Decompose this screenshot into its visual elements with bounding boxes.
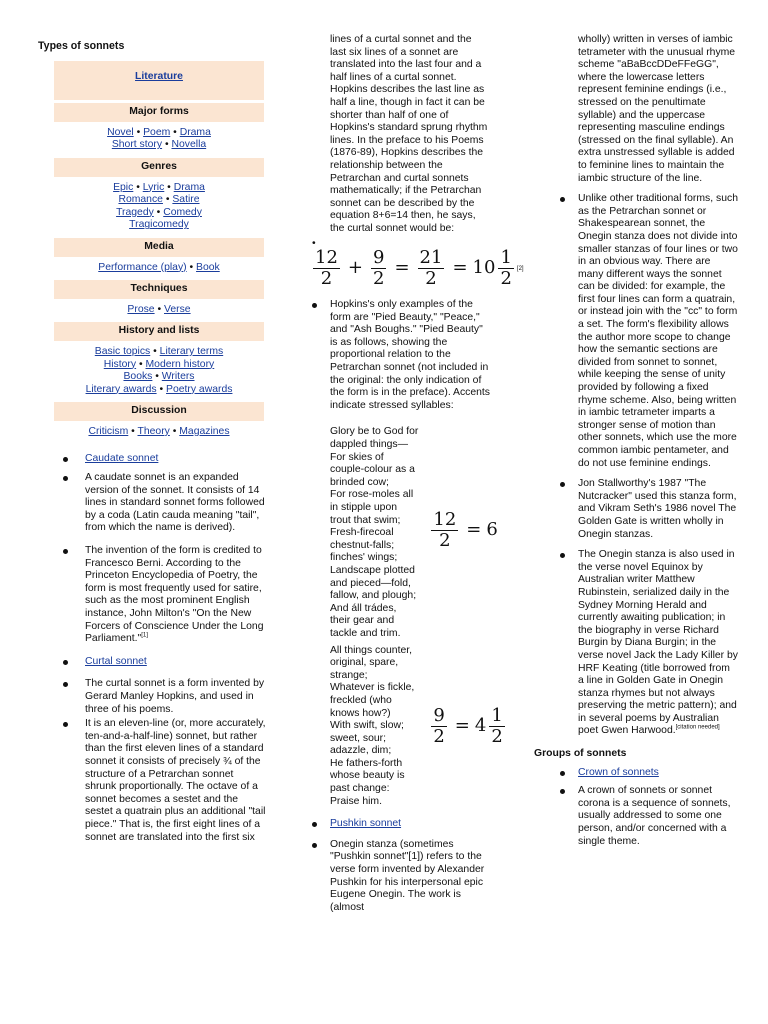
navbox-section-links: Basic topics • Literary terms History • Modern history Books • Writers Literary awards • Poetry awards xyxy=(85,345,233,395)
navbox-link[interactable]: Poem xyxy=(143,126,171,138)
column-left xyxy=(38,0,266,844)
navbox-link[interactable]: Tragicomedy xyxy=(129,219,189,231)
onegin-paragraph: Onegin stanza (sometimes "Pushkin sonnet"[1]) refers to the verse form invented by Alexander Pushkin for his interpersonal epic Eugene Onegin. The work is (almost xyxy=(330,838,485,913)
navbox-section-heading: Major forms xyxy=(54,103,264,122)
navbox-section-links: Novel • Poem • Drama Short story • Novella xyxy=(107,126,211,151)
navbox-link[interactable]: Satire xyxy=(172,194,200,206)
poem-block-1 xyxy=(310,420,498,640)
navbox-link[interactable]: Drama xyxy=(173,181,205,193)
navbox-link[interactable]: Literary terms xyxy=(159,345,224,357)
navbox-header xyxy=(54,61,264,101)
poem-line: in stipple upon xyxy=(330,502,398,513)
poem-line: All things counter, xyxy=(330,644,413,656)
navbox-link[interactable]: Lyric xyxy=(142,181,165,193)
poem-line: Whatever is fickle, xyxy=(330,682,415,694)
navbox-link[interactable]: Novel xyxy=(107,126,134,138)
column-right xyxy=(534,0,738,848)
whole-number: 10 xyxy=(472,257,496,279)
navbox-section-heading: Genres xyxy=(54,158,264,177)
poem-line: He fathers-forth xyxy=(330,757,403,769)
poem-line: brinded cow; xyxy=(330,476,389,488)
poem-line: For skies of xyxy=(330,451,384,463)
crown-paragraph: A crown of sonnets or sonnet corona is a sequence of sonnets, usually addressed to some one person, and/or concerned with a single theme. xyxy=(578,785,731,847)
navbox-link[interactable]: Criticism xyxy=(88,425,129,437)
navbox-link[interactable]: Basic topics xyxy=(94,345,151,357)
navbox-literature-link[interactable]: Literature xyxy=(135,70,183,82)
list-item xyxy=(310,839,490,915)
navbox-link[interactable]: Short story xyxy=(111,139,163,151)
navbox-section-links: Criticism • Theory • Magazines xyxy=(88,425,230,437)
navbox-link[interactable]: Tragedy xyxy=(116,206,154,218)
caudate-paragraph-1: A caudate sonnet is an expanded version of the sonnet. It consists of 14 lines in standard sonnet forms followed by a coda (Latin cauda meaning "tail", from which the name is derived). xyxy=(85,472,265,534)
list-item xyxy=(38,545,266,646)
navbox-section-heading: Techniques xyxy=(54,280,264,299)
navbox-link[interactable]: Novella xyxy=(171,139,207,151)
navbox-link[interactable]: Prose xyxy=(127,303,155,315)
poem-line: Glory be to God for xyxy=(330,426,419,438)
navbox-link[interactable]: Verse xyxy=(164,303,191,315)
poem-sestet xyxy=(330,645,414,809)
poem-line: freckled (who xyxy=(330,694,392,706)
poem-line: fallow, and plough; xyxy=(330,590,417,602)
poem-line: adazzle, dim; xyxy=(330,745,392,757)
navbox-link[interactable]: Modern history xyxy=(145,358,215,370)
poem-line: finches' wings; xyxy=(330,552,398,564)
poem-line: chestnut-falls; xyxy=(330,539,395,551)
navbox-section-heading: Discussion xyxy=(54,402,264,421)
fraction: $\frac{12}{2}$ xyxy=(315,247,338,290)
list-item xyxy=(310,818,490,831)
navbox-link[interactable]: Writers xyxy=(161,371,195,383)
poem-line: dappled things— xyxy=(330,439,408,451)
bullet-marker: • xyxy=(312,237,316,249)
poem-line: tackle and trim. xyxy=(330,627,401,639)
poem-line: couple-colour as a xyxy=(330,464,415,476)
caudate-paragraph-2: The invention of the form is credited to Francesco Berni. According to the Princeton Encyclopedia of Poetry, the form is most frequently used for satire, such as the most prominent English instance, John Milton's "On the New Forcers of Conscience Under the Long Parliament." xyxy=(85,545,264,645)
fraction: $\frac{9}{2}$ xyxy=(373,247,385,290)
groups-heading: Groups of sonnets xyxy=(534,748,627,760)
navbox-link[interactable]: Romance xyxy=(118,194,163,206)
citation-ref[interactable]: [1] xyxy=(141,632,148,639)
navbox-section-links: Prose • Verse xyxy=(127,303,191,315)
navbox-link[interactable]: Poetry awards xyxy=(166,383,233,395)
curtal-sonnet-link[interactable]: Curtal sonnet xyxy=(85,655,147,667)
list-item xyxy=(38,472,266,535)
citation-needed[interactable]: [citation needed] xyxy=(675,725,720,731)
navbox-section-heading: History and lists xyxy=(54,322,264,341)
navbox-link[interactable]: Books xyxy=(123,371,153,383)
pied-beauty-paragraph: Hopkins's only examples of the form are "Pied Beauty," "Peace," and "Ash Boughs." "Pied Beauty" is as follows, showing the proportional relation to the Petrarchan sonnet (not included in the original: the only indication of the form is in the preface). Accents indicate stressed syllables: xyxy=(330,299,490,411)
fraction: $\frac{21}{2}$ xyxy=(419,247,443,290)
caudate-sonnet-link[interactable]: Caudate sonnet xyxy=(85,453,159,465)
poem-line: With swift, slow; xyxy=(330,720,404,732)
pushkin-sonnet-link[interactable]: Pushkin sonnet xyxy=(330,818,402,830)
equation-octave: $\frac{12}{2}$ = 6 xyxy=(433,508,498,551)
navbox-section-links: Performance (play) • Book xyxy=(98,261,220,273)
literature-navbox xyxy=(54,61,264,442)
poem-line: Fresh-firecoal xyxy=(330,527,394,539)
poem-line: For rose-moles all xyxy=(330,489,414,501)
list-item xyxy=(558,193,738,470)
poem-line: knows how?) xyxy=(330,707,391,719)
poem-line: trout that swim; xyxy=(330,514,401,526)
poem-line: Praise him. xyxy=(330,795,382,807)
poem-line: strange; xyxy=(330,669,368,681)
poem-block-2 xyxy=(310,644,503,809)
list-item xyxy=(558,785,738,848)
onegin-flexibility-paragraph: Unlike other traditional forms, such as the Petrarchan sonnet or Shakespearean sonnet, the Onegin stanza does not divide into smaller stanzas of four lines or two in an obvious way. There are many different ways the sonnet can be divided: for example, the first four lines can form a quatrain, or instead join with the "cc" to form a set. The form's flexibility allows the author more scope to change how the semantic sections are divided from sonnet to sonnet, while keeping the sense of unity provided by following a fixed rhyme scheme. Also, being written in iambic tetrameter imparts a stronger sense of motion than other sonnets, which use the more common iambic pentameter, and do not use feminine endings. xyxy=(578,193,738,469)
poem-octave xyxy=(330,426,418,640)
poem-line: and pieced—fold, xyxy=(330,577,411,589)
curtal-paragraph-1: The curtal sonnet is a form invented by Gerard Manley Hopkins, and used in three of his poems. xyxy=(85,678,265,715)
navbox-link[interactable]: Theory xyxy=(137,425,170,437)
list-item xyxy=(310,299,490,412)
poem-line: And áll trádes, xyxy=(330,602,397,614)
list-item xyxy=(38,718,266,844)
navbox-link[interactable]: Drama xyxy=(179,126,211,138)
navbox-link[interactable]: Magazines xyxy=(179,425,230,437)
poem-line: past change: xyxy=(330,783,390,795)
onegin-novels-paragraph: The Onegin stanza is also used in the verse novel Equinox by Australian writer Matthew Rubinstein, serialized daily in the Sydney Morning Herald and currently awaiting publication; in the biography in verse Richard Burgin by Diana Burgin; in the verse novel Jack the Lady Killer by HRF Keating (title borrowed from a line in Golden Gate in Onegin stanza rhymes but not always preserving the metric pattern); and in several poems by Australian poet Gwen Harwood. xyxy=(578,549,738,737)
fraction: $\frac{1}{2}$ xyxy=(500,247,512,290)
list-item xyxy=(558,478,738,541)
curtal-continuation: lines of a curtal sonnet and the last six lines of a sonnet are translated into the last four and a half lines of a curtal sonnet. Hopkins describes the last line as half a line, though in fact it can be shorter than half of one of Hopkins's standard sprung rhythm lines. In the preface to his Poems (1876-89), Hopkins describes the relationship between the Petrarchan and curtal sonnets mathematically; if the Petrarchan sonnet can be described by the equation 8+6=14 then, he says, the curtal sonnet would be: xyxy=(330,34,488,234)
poem-line: whose beauty is xyxy=(330,770,405,782)
list-item xyxy=(558,549,738,738)
poem-line: sweet, sour; xyxy=(330,732,387,744)
section-title: Types of sonnets xyxy=(38,40,125,52)
onegin-continuation: wholly) written in verses of iambic tetrameter with the unusual rhyme scheme "aBaBccDDeFFeGG", where the lowercase letters represent feminine endings (i.e., stressed on the penultimate syllable) and the uppercase representing masculine endings (stressed on the final syllable). An extra unstressed syllable is added to feminine lines to maintain the iambic structure of the line. xyxy=(578,34,736,184)
navbox-link[interactable]: Performance (play) xyxy=(98,261,187,273)
list-item xyxy=(558,767,738,780)
navbox-link[interactable]: Literary awards xyxy=(85,383,157,395)
list-item xyxy=(38,678,266,716)
navbox-link[interactable]: History xyxy=(103,358,137,370)
poem-line: original, spare, xyxy=(330,657,399,669)
poem-line: their gear and xyxy=(330,615,395,627)
navbox-sections xyxy=(54,103,264,441)
onegin-usage-paragraph: Jon Stallworthy's 1987 "The Nutcracker" used this stanza form, and Vikram Seth's 1986 novel The Golden Gate is written wholly in Onegin stanzas. xyxy=(578,478,737,540)
list-item xyxy=(38,453,266,466)
navbox-link[interactable]: Book xyxy=(196,261,220,273)
navbox-section-heading: Media xyxy=(54,238,264,257)
navbox-link[interactable]: Comedy xyxy=(163,206,202,218)
column-middle xyxy=(310,0,524,914)
equation-sestet: $\frac{9}{2}$ = 4 $\frac{1}{2}$ xyxy=(433,704,503,747)
crown-of-sonnets-link[interactable]: Crown of sonnets xyxy=(578,766,659,778)
list-item xyxy=(38,656,266,669)
navbox-section-links: Epic • Lyric • Drama Romance • Satire Tragedy • Comedy Tragicomedy xyxy=(113,181,205,231)
poem-line: Landscape plotted xyxy=(330,564,415,576)
curtal-paragraph-2: It is an eleven-line (or, more accurately, ten-and-a-half-line) sonnet, but rather than the first eleven lines of a standard sonnet it consists of precisely ¾ of the structure of a Petrarchan sonnet shrunk proportionally. The octave of a sonnet becomes a sestet and the sestet a quatrain plus an additional "tail piece." That is, the first eight lines of a sonnet are translated into the first six xyxy=(85,718,266,843)
navbox-link[interactable]: Epic xyxy=(113,181,134,193)
equation-curtal: $\frac{12}{2}$ + $\frac{9}{2}$ = $\frac{21}{2}$ = 10 $\frac{1}{2}$ [2] xyxy=(315,247,524,290)
